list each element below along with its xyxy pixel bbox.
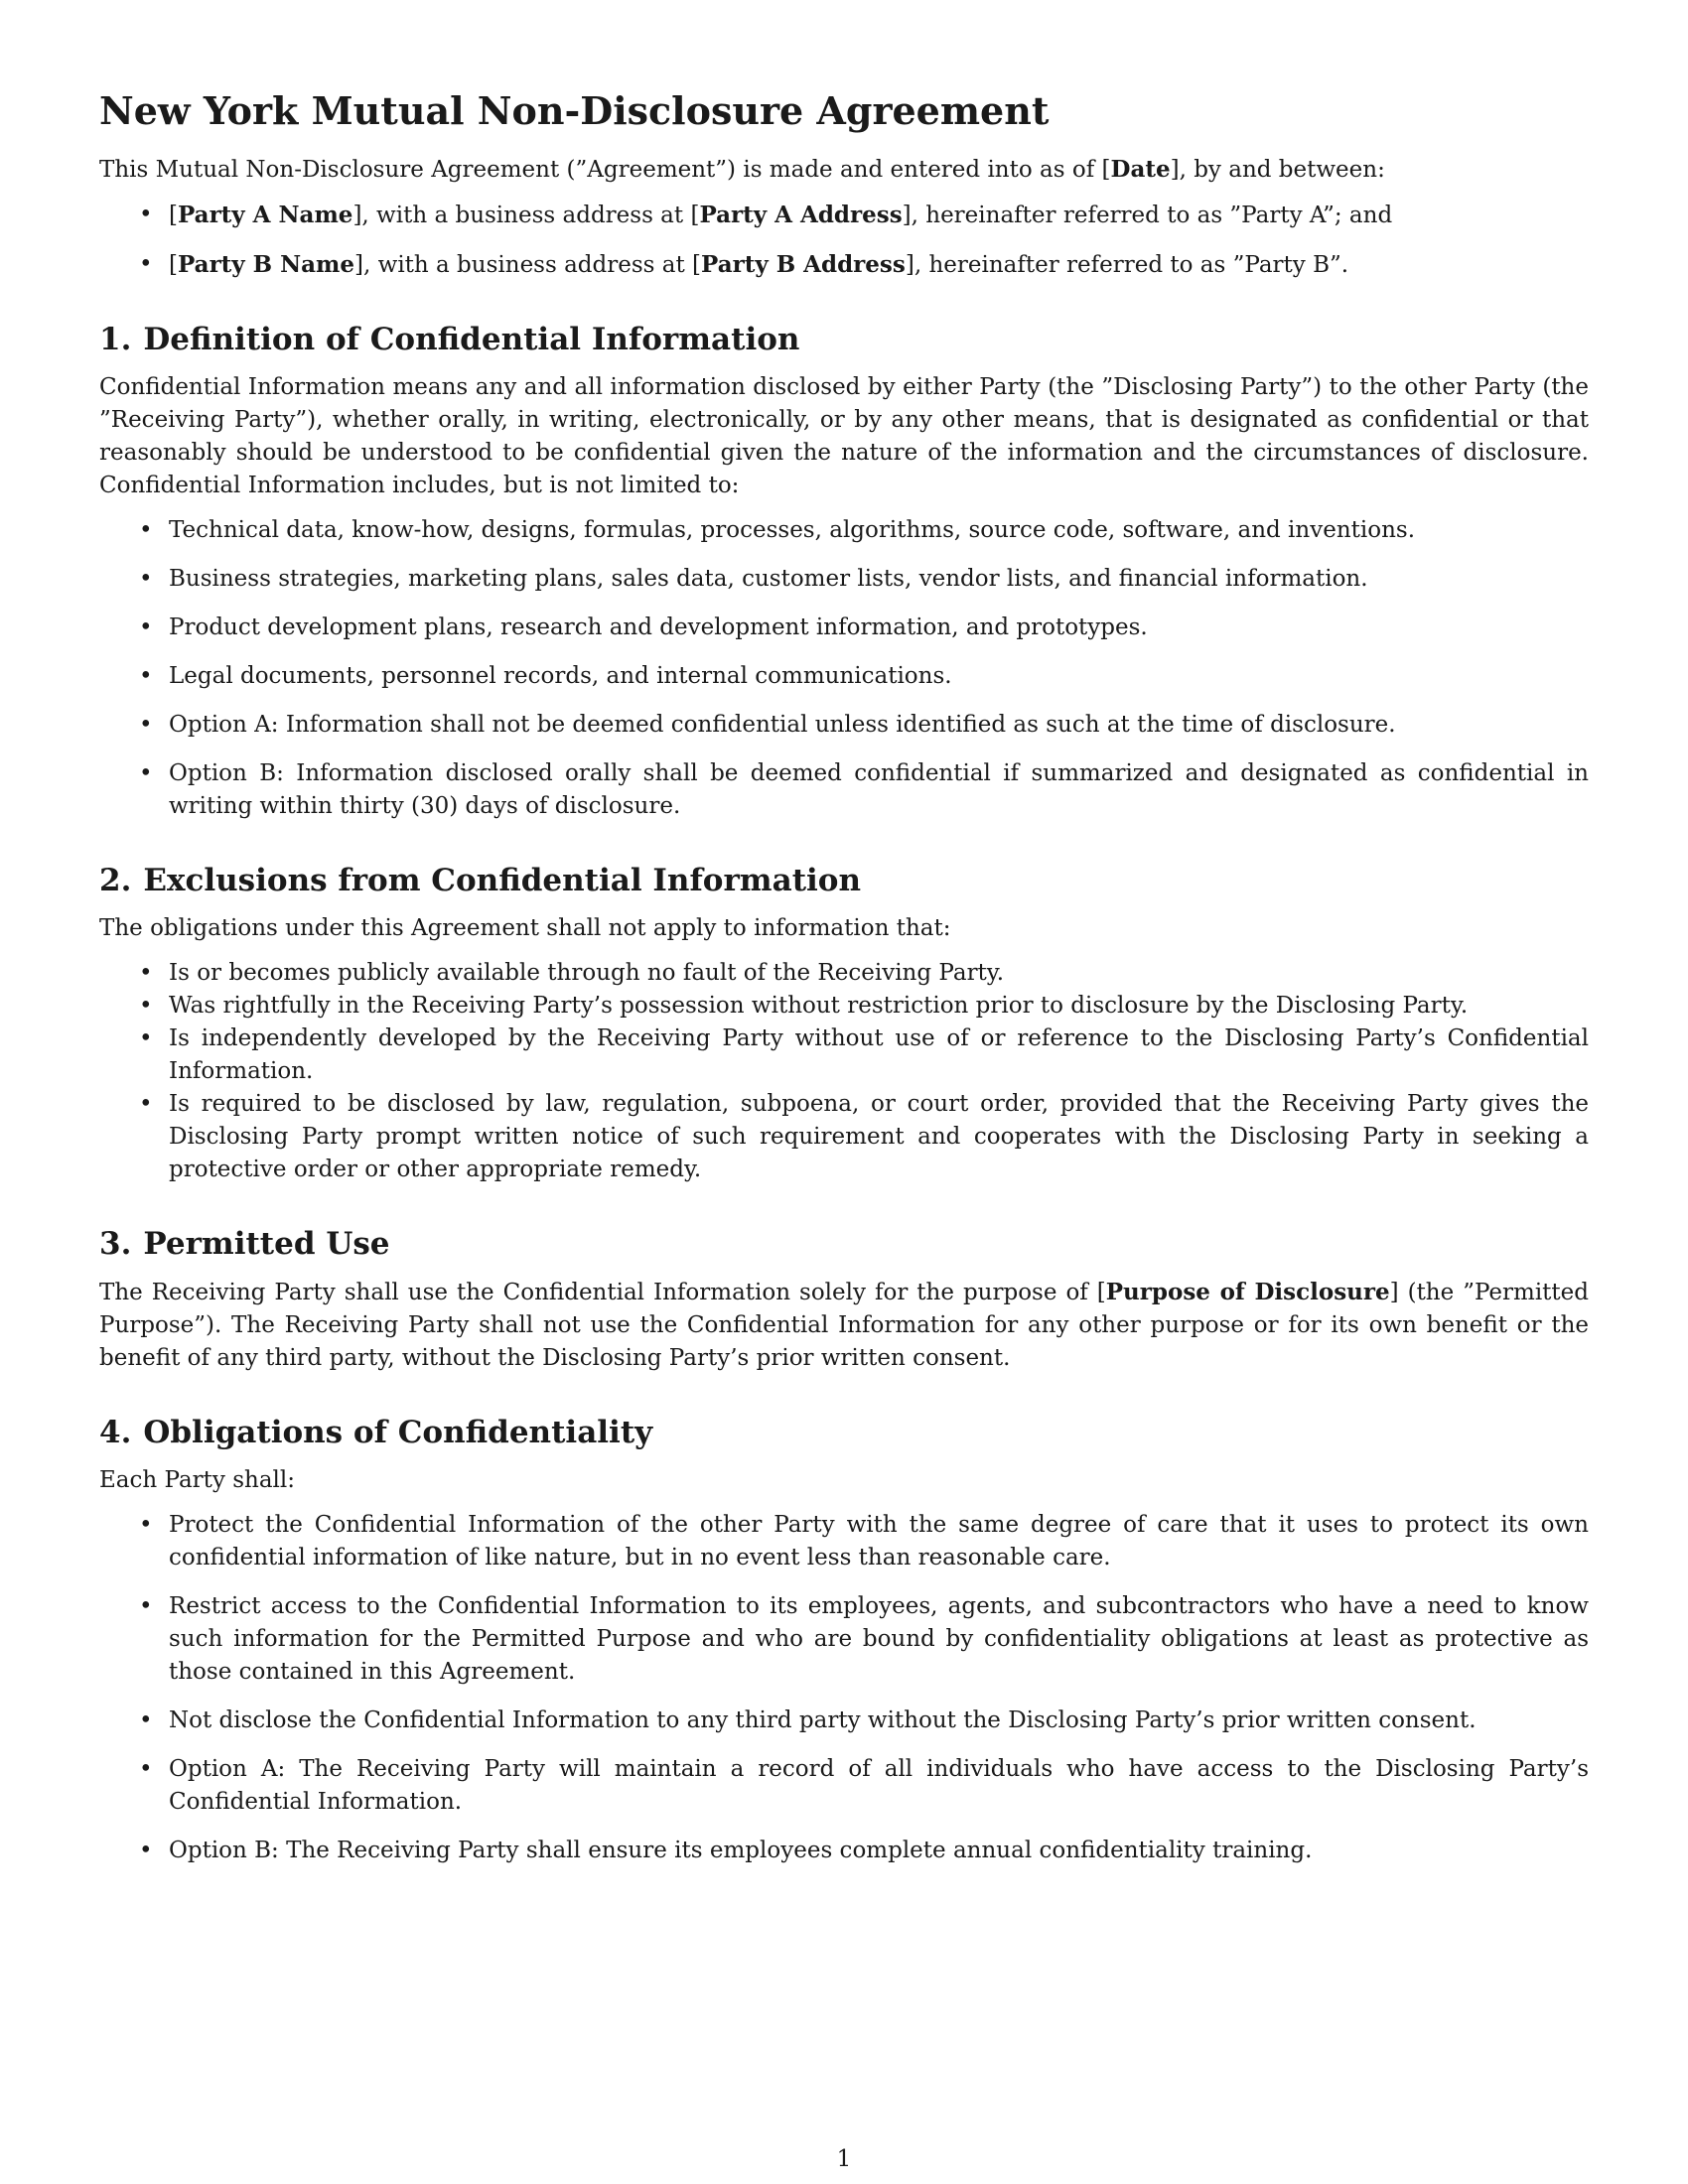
list-item: • Legal documents, personnel records, and internal communications. — [99, 660, 1589, 693]
list-item: • Option A: The Receiving Party will maintain a record of all individuals who have access to the Disclosing Party’s Confidential Information. — [99, 1753, 1589, 1819]
section-2-list — [99, 957, 1589, 1186]
section-1-heading — [99, 320, 1589, 359]
party-a-item — [99, 199, 1589, 232]
section-number: 2. — [99, 863, 132, 898]
section-number: 1. — [99, 322, 132, 357]
section-3-heading — [99, 1224, 1589, 1264]
document-title: New York Mutual Non-Disclosure Agreement — [99, 88, 1050, 133]
date-placeholder: Date — [1110, 156, 1171, 183]
intro-paragraph — [99, 153, 1589, 187]
party-text: ], hereinafter referred to as ”Party B”. — [905, 252, 1349, 278]
list-item: • Option B: The Receiving Party shall ensure its employees complete annual confidentiality training. — [99, 1835, 1589, 1867]
party-b-item — [99, 248, 1589, 282]
party-text: ], hereinafter referred to as ”Party A”; and — [902, 203, 1393, 228]
party-b-address-placeholder: Party B Address — [701, 251, 906, 278]
list-item: • Is required to be disclosed by law, regulation, subpoena, or court order, provided that the Receiving Party gives the Disclosing Party prompt written notice of such requirement and cooperates with the Disclosing Party in seeking a protective order or other appropriate remedy. — [99, 1088, 1589, 1186]
list-item: • Option A: Information shall not be deemed confidential unless identified as such at the time of disclosure. — [99, 709, 1589, 742]
party-text: [ — [169, 203, 178, 228]
list-item: • Restrict access to the Confidential Information to its employees, agents, and subcontractors who have a need to know such information for the Permitted Purpose and who are bound by confidentiality obligations at least as protective as those contained in this Agreement. — [99, 1590, 1589, 1689]
section-1-body: Confidential Information means any and all information disclosed by either Party (the ”Disclosing Party”) to the other Party (the ”Receiving Party”), whether orally, in writing, electronically, or by any other means, that is designated as confidential or that reasonably should be understood to be confidential given the nature of the information and the circumstances of disclosure. Confidential Information includes, but is not limited to: — [99, 374, 1589, 498]
document-page — [99, 87, 1589, 1883]
party-text: ], with a business address at [ — [352, 203, 700, 228]
page-number: 1 — [836, 2146, 852, 2172]
section-4-body: Each Party shall: — [99, 1467, 295, 1493]
list-item: • Is independently developed by the Receiving Party without use of or reference to the Disclosing Party’s Confidential Information. — [99, 1023, 1589, 1088]
section-text: The Receiving Party shall use the Confidential Information solely for the purpose of [ — [99, 1280, 1106, 1305]
section-1-list — [99, 514, 1589, 823]
section-title: Obligations of Confidentiality — [143, 1415, 653, 1450]
section-3-body — [99, 1276, 1589, 1375]
purpose-placeholder: Purpose of Disclosure — [1105, 1279, 1390, 1305]
list-item: • Protect the Confidential Information of the other Party with the same degree of care that it uses to protect its own confidential information of like nature, but in no event less than reasonable care. — [99, 1509, 1589, 1574]
list-item: • Business strategies, marketing plans, sales data, customer lists, vendor lists, and financial information. — [99, 563, 1589, 596]
list-item: • Not disclose the Confidential Information to any third party without the Disclosing Party’s prior written consent. — [99, 1705, 1589, 1737]
list-item: • Is or becomes publicly available through no fault of the Receiving Party. — [99, 957, 1589, 990]
section-4-heading — [99, 1413, 1589, 1452]
party-text: [ — [169, 252, 178, 278]
party-a-name-placeholder: Party A Name — [177, 202, 353, 228]
list-item: • Option B: Information disclosed orally shall be deemed confidential if summarized and designated as confidential in writing within thirty (30) days of disclosure. — [99, 757, 1589, 823]
list-item: • Technical data, know-how, designs, formulas, processes, algorithms, source code, software, and inventions. — [99, 514, 1589, 547]
party-a-address-placeholder: Party A Address — [699, 202, 903, 228]
section-2-body: The obligations under this Agreement shall not apply to information that: — [99, 915, 951, 941]
list-item: • Was rightfully in the Receiving Party’s possession without restriction prior to disclosure by the Disclosing Party. — [99, 990, 1589, 1023]
section-number: 4. — [99, 1415, 132, 1450]
intro-text: This Mutual Non-Disclosure Agreement (”Agreement”) is made and entered into as of [ — [99, 157, 1111, 183]
intro-text: ], by and between: — [1170, 157, 1385, 183]
party-text: ], with a business address at [ — [354, 252, 702, 278]
section-number: 3. — [99, 1226, 132, 1262]
section-title: Permitted Use — [143, 1226, 390, 1262]
party-b-name-placeholder: Party B Name — [177, 251, 355, 278]
parties-list — [99, 199, 1589, 282]
section-title: Exclusions from Confidential Information — [143, 863, 862, 898]
section-title: Definition of Confidential Information — [143, 322, 800, 357]
section-4-list — [99, 1509, 1589, 1867]
section-text: ] (the ”Permitted Purpose”). The Receiving Party shall not use the Confidential Information for any other purpose or for its own benefit or the benefit of any third party, without the Disclosing Party’s prior written consent. — [99, 1280, 1590, 1371]
section-2-heading — [99, 861, 1589, 900]
list-item: • Product development plans, research and development information, and prototypes. — [99, 612, 1589, 644]
